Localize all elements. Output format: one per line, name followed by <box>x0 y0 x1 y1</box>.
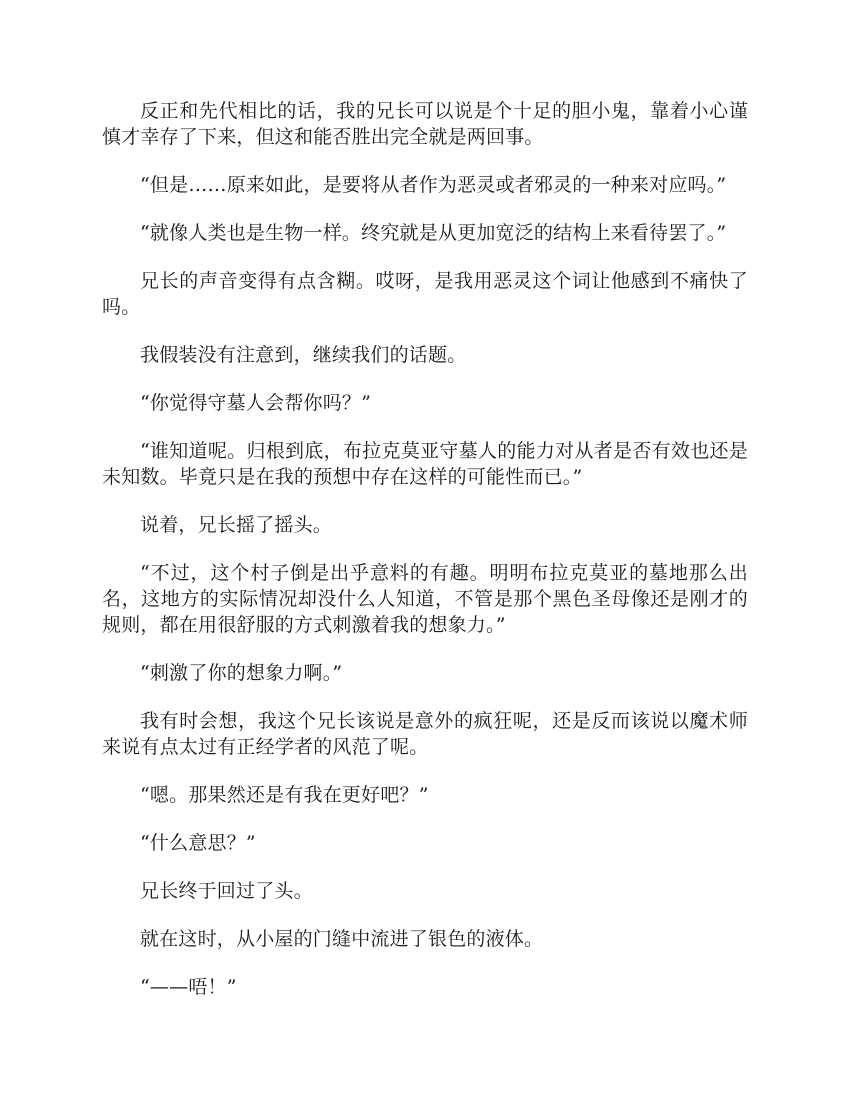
paragraph: “不过，这个村子倒是出乎意料的有趣。明明布拉克莫亚的墓地那么出名，这地方的实际情况却没什么人知道，不管是那个黑色圣母像还是刚才的规则，都在用很舒服的方式刺激着我的想象力。” <box>102 562 748 636</box>
paragraph: “什么意思？” <box>140 832 256 854</box>
paragraph: 兄长终于回过了头。 <box>140 880 313 902</box>
paragraph: 我假装没有注意到，继续我们的话题。 <box>140 344 467 366</box>
paragraph: 兄长的声音变得有点含糊。哎呀，是我用恶灵这个词让他感到不痛快了吗。 <box>102 270 748 318</box>
paragraph: “嗯。那果然还是有我在更好吧？” <box>140 784 429 806</box>
paragraph: “但是……原来如此，是要将从者作为恶灵或者邪灵的一种来对应吗。” <box>140 174 727 196</box>
paragraph: “——唔！” <box>140 976 237 998</box>
paragraph: 说着，兄长摇了摇头。 <box>140 514 333 536</box>
paragraph: “谁知道呢。归根到底，布拉克莫亚守墓人的能力对从者是否有效也还是未知数。毕竟只是在我的预想中存在这样的可能性而已。” <box>102 440 748 488</box>
paragraph: 就在这时，从小屋的门缝中流进了银色的液体。 <box>140 928 544 950</box>
paragraph: 反正和先代相比的话，我的兄长可以说是个十足的胆小鬼，靠着小心谨慎才幸存了下来，但这和能否胜出完全就是两回事。 <box>102 100 748 148</box>
body-text <box>102 98 748 1022</box>
paragraph: 我有时会想，我这个兄长该说是意外的疯狂呢，还是反而该说以魔术师来说有点太过有正经学者的风范了呢。 <box>102 710 748 758</box>
paragraph: “你觉得守墓人会帮你吗？” <box>140 392 372 414</box>
paragraph: “刺激了你的想象力啊。” <box>140 662 343 684</box>
paragraph: “就像人类也是生物一样。终究就是从更加宽泛的结构上来看待罢了。” <box>140 222 727 244</box>
